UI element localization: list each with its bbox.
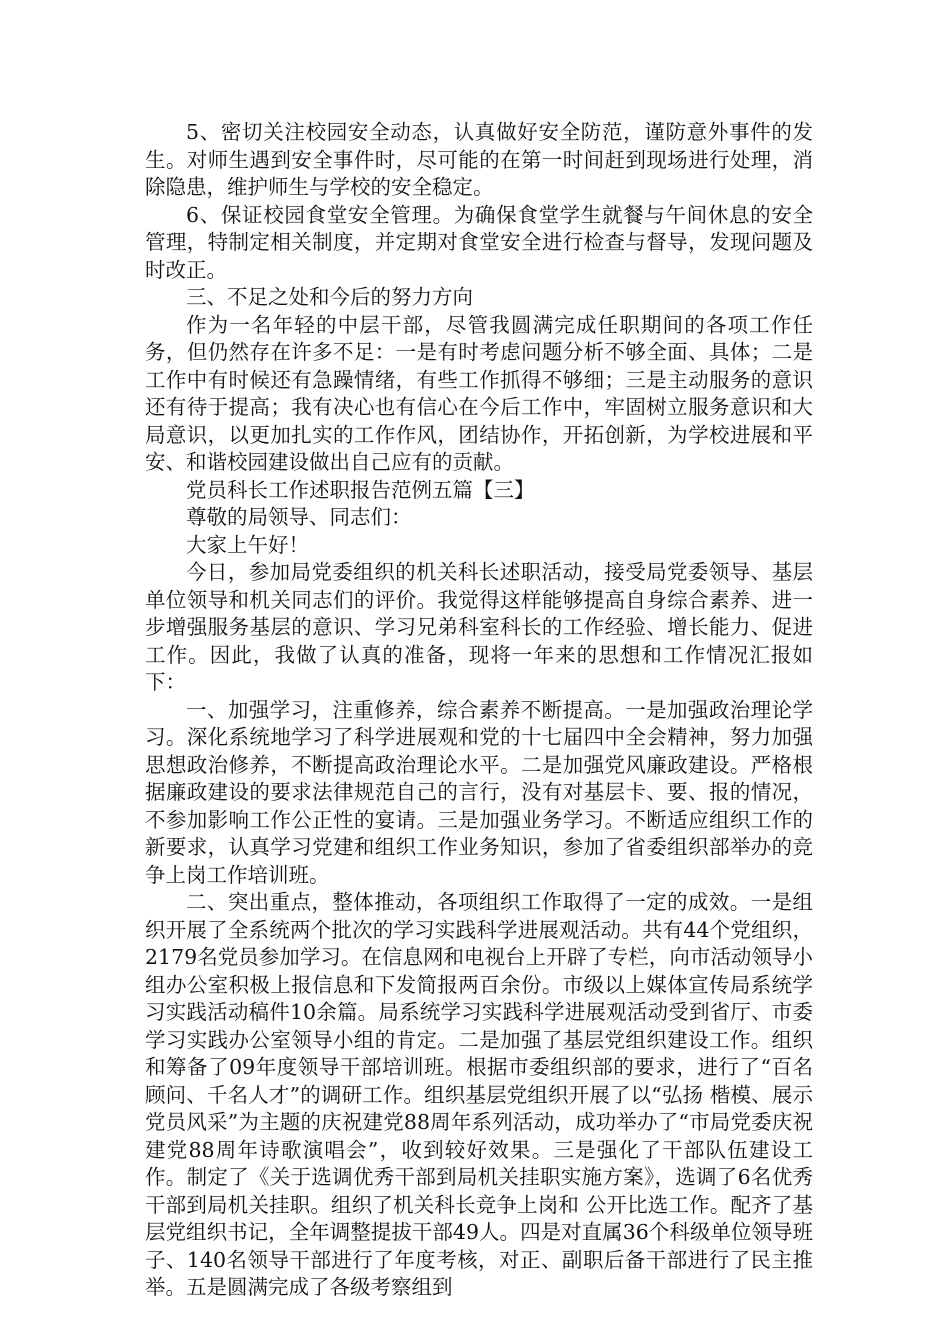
document-page	[145, 119, 813, 1302]
paragraph-safety-monitoring: 5、密切关注校园安全动态，认真做好安全防范，谨防意外事件的发生。对师生遇到安全事件时，尽可能的在第一时间赶到现场进行处理，消除隐患，维护师生与学校的安全稳定。	[145, 120, 813, 199]
paragraph-shortcomings: 作为一名年轻的中层干部，尽管我圆满完成任职期间的各项工作任务，但仍然存在许多不足：一是有时考虑问题分析不够全面、具体；二是工作中有时候还有急躁情绪，有些工作抓得不够细；三是主动服务的意识还有待于提高；我有决心也有信心在今后工作中，牢固树立服务意识和大局意识，以更加扎实的工作作风，团结协作，开拓创新，为学校进展和平安、和谐校园建设做出自己应有的贡献。	[145, 312, 813, 474]
salutation: 尊敬的局领导、同志们：	[186, 505, 412, 529]
greeting: 大家上午好！	[186, 532, 309, 557]
paragraph-key-work: 二、突出重点，整体推动，各项组织工作取得了一定的成效。一是组织开展了全系统两个批次的学习实践科学进展观活动。共有44个党组织，2179名党员参加学习。在信息网和电视台上开辟了专栏，向市活动领导小组办公室积极上报信息和下发简报两百余份。市级以上媒体宣传局系统学习实践活动稿件10余篇。局系统学习实践科学进展观活动受到省厅、市委学习实践办公室领导小组的肯定。二是加强了基层党组织建设工作。组织和筹备了09年度领导干部培训班。根据市委组织部的要求，进行了“百名顾问、千名人才”的调研工作。组织基层党组织开展了以“弘扬 楷模、展示党员风采”为主题的庆祝建党88周年系列活动，成功举办了“市局党委庆祝建党88周年诗歌演唱会”，收到较好效果。三是强化了干部队伍建设工作。制定了《关于选调优秀干部到局机关挂职实施方案》，选调了6名优秀干部到局机关挂职。组织了机关科长竞争上岗和 公开比选工作。配齐了基层党组织书记，全年调整提拔干部49人。四是对直属36个科级单位领导班子、140名领导干部进行了年度考核，对正、副职后备干部进行了民主推举。五是圆满完成了各级考察组到	[145, 890, 813, 1299]
section-heading-shortcomings: 三、不足之处和今后的努力方向	[186, 285, 473, 309]
paragraph-introduction: 今日，参加局党委组织的机关科长述职活动，接受局党委领导、基层单位领导和机关同志们的评价。我觉得这样能够提高自身综合素养、进一步增强服务基层的意识、学习兄弟科室科长的工作经验、增长能力、促进工作。因此，我做了认真的准备，现将一年来的思想和工作情况汇报如下：	[145, 560, 813, 694]
paragraph-study-cultivation: 一、加强学习，注重修养，综合素养不断提高。一是加强政治理论学习。深化系统地学习了科学进展观和党的十七届四中全会精神，努力加强思想政治修养，不断提高政治理论水平。二是加强党风廉政建设。严格根据廉政建设的要求法律规范自己的言行，没有对基层卡、要、报的情况，不参加影响工作公正性的宴请。三是加强业务学习。不断适应组织工作的新要求，认真学习党建和组织工作业务知识，参加了省委组织部举办的竞争上岗工作培训班。	[145, 697, 813, 887]
paragraph-canteen-safety: 6、保证校园食堂安全管理。为确保食堂学生就餐与午间休息的安全管理，特制定相关制度，并定期对食堂安全进行检查与督导，发现问题及时改正。	[145, 202, 813, 282]
report-title: 党员科长工作述职报告范例五篇【三】	[186, 477, 535, 502]
